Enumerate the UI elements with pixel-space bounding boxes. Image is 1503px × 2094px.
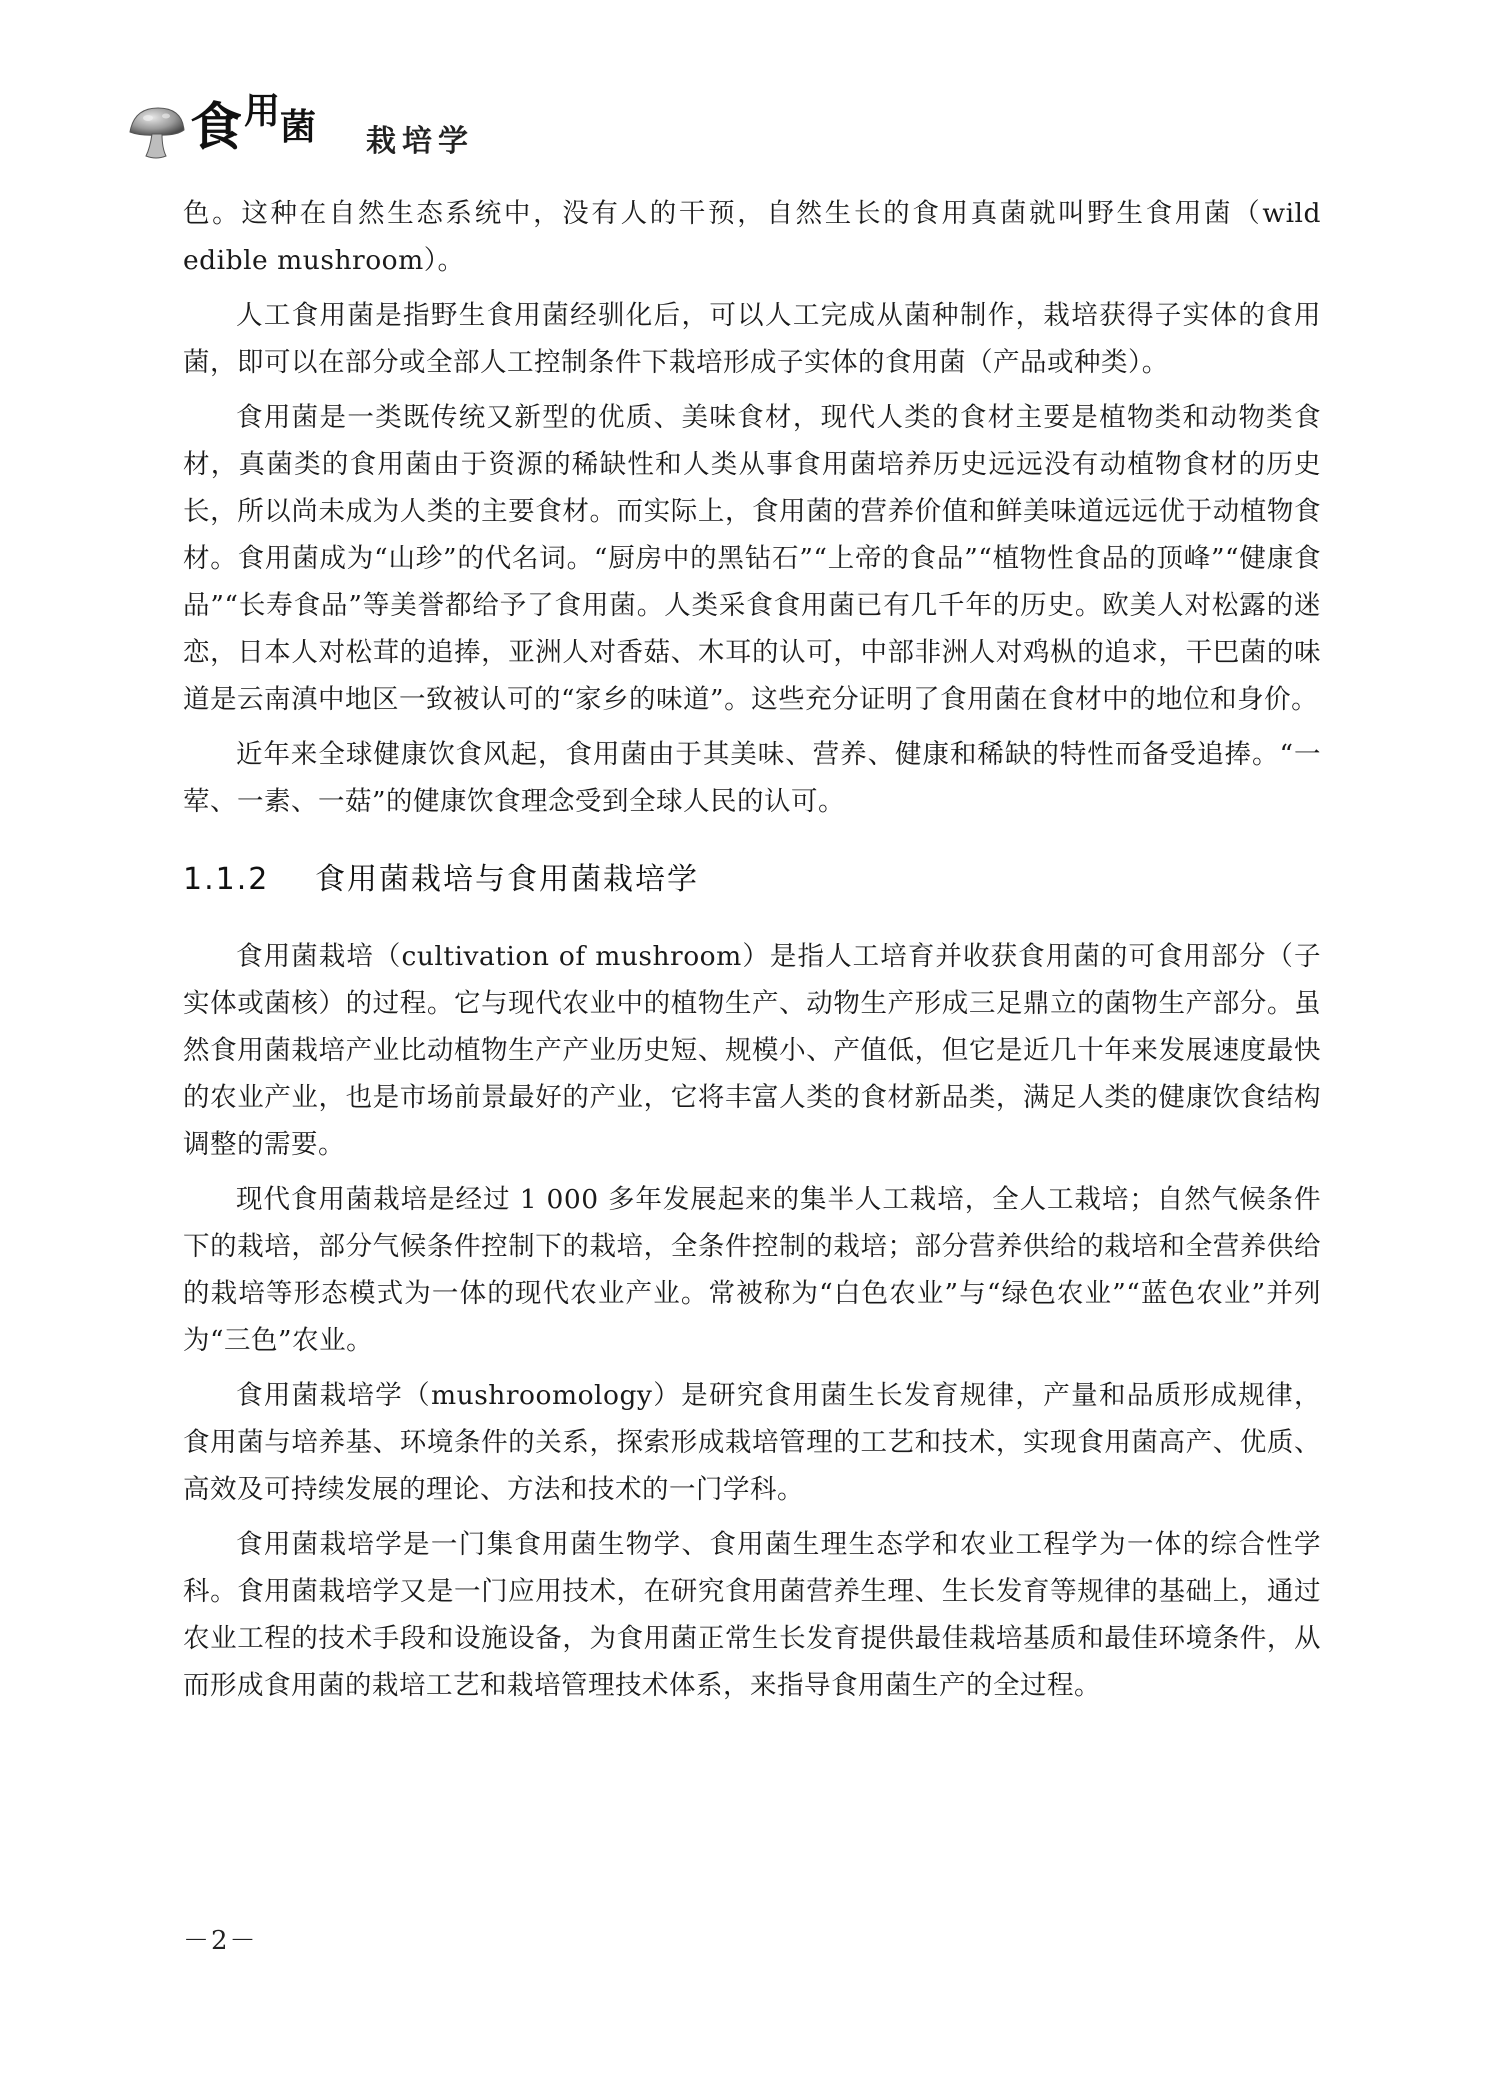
mushroom-icon <box>126 102 188 166</box>
header-title-char-3: 菌 <box>280 107 317 148</box>
paragraph: 近年来全球健康饮食风起，食用菌由于其美味、营养、健康和稀缺的特性而备受追捧。“一荤、一素、一菇”的健康饮食理念受到全球人民的认可。 <box>183 739 1321 817</box>
paragraph: 食用菌栽培学（mushroomology）是研究食用菌生长发育规律，产量和品质形成规律，食用菌与培养基、环境条件的关系，探索形成栽培管理的工艺和技术，实现食用菌高产、优质、高效及可持续发展的理论、方法和技术的一门学科。 <box>183 1380 1321 1505</box>
paragraph: 人工食用菌是指野生食用菌经驯化后，可以人工完成从菌种制作，栽培获得子实体的食用菌，即可以在部分或全部人工控制条件下栽培形成子实体的食用菌（产品或种类）。 <box>183 300 1321 378</box>
page-number: －2－ <box>183 1926 258 1956</box>
page-body <box>183 190 1321 1717</box>
header-title-char-1: 食 <box>190 98 243 158</box>
section-title: 食用菌栽培与食用菌栽培学 <box>315 862 699 897</box>
paragraph: 食用菌是一类既传统又新型的优质、美味食材，现代人类的食材主要是植物类和动物类食材，真菌类的食用菌由于资源的稀缺性和人类从事食用菌培养历史远远没有动植物食材的历史长，所以尚未成为人类的主要食材。而实际上，食用菌的营养价值和鲜美味道远远优于动植物食材。食用菌成为“山珍”的代名词。“厨房中的黑钻石”“上帝的食品”“植物性食品的顶峰”“健康食品”“长寿食品”等美誉都给予了食用菌。人类采食食用菌已有几千年的历史。欧美人对松露的迷恋，日本人对松茸的追捧，亚洲人对香菇、木耳的认可，中部非洲人对鸡枞的追求，干巴菌的味道是云南滇中地区一致被认可的“家乡的味道”。这些充分证明了食用菌在食材中的地位和身价。 <box>183 402 1321 715</box>
section-number: 1.1.2 <box>183 862 270 897</box>
paragraph: 食用菌栽培（cultivation of mushroom）是指人工培育并收获食用菌的可食用部分（子实体或菌核）的过程。它与现代农业中的植物生产、动物生产形成三足鼎立的菌物生产部分。虽然食用菌栽培产业比动植物生产产业历史短、规模小、产值低，但它是近几十年来发展速度最快的农业产业，也是市场前景最好的产业，它将丰富人类的食材新品类，满足人类的健康饮食结构调整的需要。 <box>183 941 1321 1160</box>
paragraph: 食用菌栽培学是一门集食用菌生物学、食用菌生理生态学和农业工程学为一体的综合性学科。食用菌栽培学又是一门应用技术，在研究食用菌营养生理、生长发育等规律的基础上，通过农业工程的技术手段和设施设备，为食用菌正常生长发育提供最佳栽培基质和最佳环境条件，从而形成食用菌的栽培工艺和栽培管理技术体系，来指导食用菌生产的全过程。 <box>183 1529 1321 1701</box>
running-header <box>118 92 538 172</box>
paragraph: 色。这种在自然生态系统中，没有人的干预，自然生长的食用真菌就叫野生食用菌（wild edible mushroom）。 <box>183 198 1321 276</box>
header-title-rest: 栽培学 <box>366 124 474 159</box>
section-heading <box>183 855 1321 905</box>
paragraph: 现代食用菌栽培是经过 1 000 多年发展起来的集半人工栽培，全人工栽培；自然气候条件下的栽培，部分气候条件控制下的栽培，全条件控制的栽培；部分营养供给的栽培和全营养供给的栽培等形态模式为一体的现代农业产业。常被称为“白色农业”与“绿色农业”“蓝色农业”并列为“三色”农业。 <box>183 1184 1321 1356</box>
header-title-char-2: 用 <box>244 91 281 132</box>
